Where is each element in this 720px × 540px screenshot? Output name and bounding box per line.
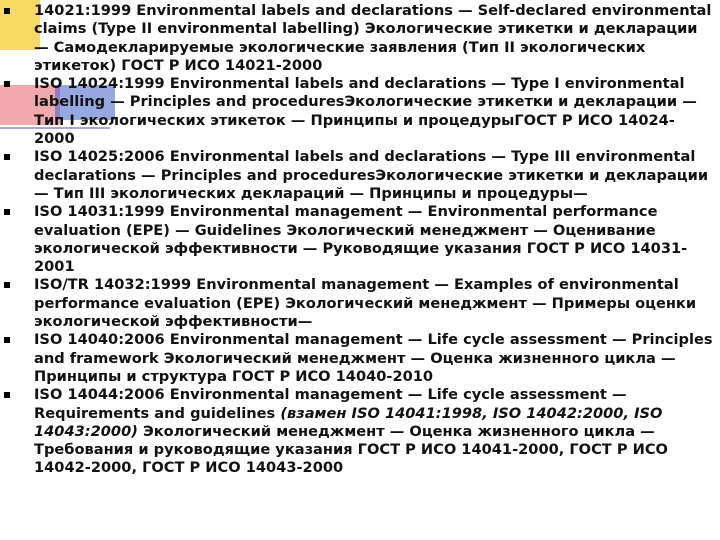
iso-standards-list	[4, 2, 714, 478]
square-bullet-icon	[4, 154, 10, 160]
list-item-text: ISO 14024:1999 Environmental labels and declarations — Type I environmental labelling — Principles and proceduresЭкологические этикетки и декларации — Тип I экологических этикеток — Принципы и процедурыГОСТ Р ИСО 14024-2000	[34, 75, 697, 148]
square-bullet-icon	[4, 282, 10, 288]
square-bullet-icon	[4, 8, 10, 14]
list-item-text: ISO 14044:2006 Environmental management — Life cycle assessment — Requirements and guidelines	[34, 386, 627, 422]
list-item-text: ISO/TR 14032:1999 Environmental management — Examples of environmental performance evaluation (EPE) Экологический менеджмент — Примеры оценки экологической эффективности—	[34, 276, 697, 331]
list-item-text-continued: Экологический менеджмент — Оценка жизненного цикла — Требования и руководящие указания ГОСТ Р ИСО 14041-2000, ГОСТ Р ИСО 14042-2000, ГОСТ Р ИСО 14043-2000	[34, 422, 668, 477]
square-bullet-icon	[4, 337, 10, 343]
square-bullet-icon	[4, 209, 10, 215]
list-item-text: ISO 14025:2006 Environmental labels and declarations — Type III environmental declarations — Principles and proceduresЭкологические этикетки и декларации — Тип III экологических деклараций — Принципы и процедуры—	[34, 148, 709, 202]
list-item-text: 14021:1999 Environmental labels and declarations — Self-declared environmental claims (Type II environmental labelling) Экологические этикетки и декларации — Самодекларируемые экологические заявления (Тип II экологических этикеток) ГОСТ Р ИСО 14021-2000	[34, 2, 712, 74]
list-item	[4, 276, 714, 331]
list-item	[4, 203, 714, 276]
list-item-text: ISO 14031:1999 Environmental management — Environmental performance evaluation (EPE) — Guidelines Экологический менеджмент — Оценивание экологической эффективности — Руководящие указания ГОСТ Р ИСО 14031-2001	[34, 203, 688, 276]
list-item	[4, 386, 714, 477]
list-item	[4, 2, 714, 75]
square-bullet-icon	[4, 392, 10, 398]
list-item	[4, 75, 714, 148]
list-item-text: ISO 14040:2006 Environmental management — Life cycle assessment — Principles and framework Экологический менеджмент — Оценка жизненного цикла — Принципы и структура ГОСТ Р ИСО 14040-2010	[34, 331, 713, 385]
replacement-note: (взамен ISO 14041:1998, ISO 14042:2000, ISO 14043:2000)	[34, 404, 663, 440]
square-bullet-icon	[4, 81, 10, 87]
list-item	[4, 331, 714, 386]
list-item	[4, 148, 714, 203]
